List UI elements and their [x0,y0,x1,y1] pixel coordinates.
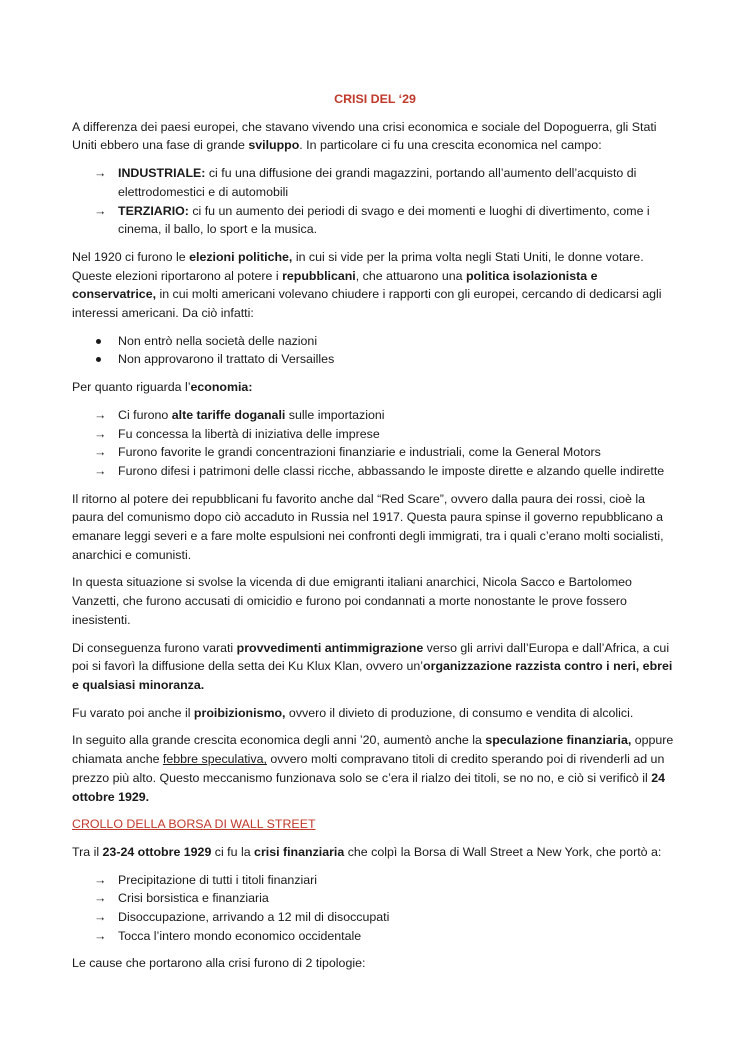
text-run: Nel 1920 ci furono le [72,249,190,264]
bold-run: provvedimenti antimmigrazione [236,640,424,655]
text-run: ovvero il divieto di produzione, di consumo e vendita di alcolici. [285,705,634,720]
text-run: Precipitazione di tutti i titoli finanziari [118,872,318,887]
list-item [72,908,678,927]
list-item [72,462,678,481]
bold-run: alte tariffe doganali [171,407,286,422]
bullet-icon [96,357,101,362]
text-run: Fu concessa la libertà di iniziativa delle imprese [118,426,380,441]
bold-run: proibizionismo, [193,705,286,720]
text-run: ci fu un aumento dei periodi di svago e dei momenti e luoghi di divertimento, come i cinema, il ballo, lo sport e la musica. [118,203,650,237]
text-run: verso gli arrivi dall’Europa e dall’Africa, a cui poi si favorì la diffusione della setta dei Ku Klux Klan, ovvero un’ [72,640,670,674]
arrow-icon: → [94,910,107,925]
bold-run: economia: [190,380,253,395]
sacco-vanzetti-paragraph: In questa situazione si svolse la vicenda di due emigranti italiani anarchici, Nicola Sacco e Bartolomeo Vanzetti, che furono accusati di omicidio e furono poi condannati a morte nonostante le prove fossero inesistenti. [72,575,632,627]
bold-run: 24 ottobre 1929. [72,770,665,804]
text-run: In seguito alla grande crescita economica degli anni ’20, aumentò anche la [72,733,486,748]
bold-run: elezioni politiche, [189,249,293,264]
red-scare-paragraph: Il ritorno al potere dei repubblicani fu favorito anche dal “Red Scare”, ovvero dalla paura dei rossi, cioè la paura del comunismo dopo ciò accaduto in Russia nel 1917. Questa paura spinse il governo repubblicano a emanare leggi severi e a fare molte espulsioni nei confronti degli immigrati, tra i quali c’erano molti socialisti, anarchici e comunisti. [72,491,664,562]
text-run: Di conseguenza furono varati [72,640,237,655]
text-run: Per quanto riguarda l’ [72,380,191,395]
list-item [72,332,678,351]
text-run: Fu varato poi anche il [72,705,194,720]
bold-run: politica isolazionista e conservatrice, [72,268,598,302]
bold-run: organizzazione razzista contro i neri, ebrei e qualsiasi minoranza. [72,659,673,692]
bullet-icon [96,339,101,344]
text-run: Furono difesi i patrimoni delle classi ricche, abbassando le imposte dirette e alzando quelle indirette [118,463,665,478]
bold-run: speculazione finanziaria, [485,733,632,748]
arrow-icon: → [94,928,107,943]
bold-run: 23-24 ottobre 1929 [102,844,212,859]
isolation-list [72,332,678,369]
text-run: ci fu una diffusione dei grandi magazzini, portando all’aumento dell’acquisto di elettrodomestici e di automobili [118,166,637,199]
economy-paragraph [72,378,678,397]
page-title: CRISI DEL ‘29 [334,92,416,106]
list-item [72,443,678,462]
intro-paragraph [72,118,678,155]
text-run: , che attuarono una [355,268,466,283]
economic-sectors-list [72,164,678,239]
text-run: Ci furono [118,407,172,422]
bold-run: TERZIARIO: [118,203,189,218]
prohibition-paragraph [72,704,678,723]
arrow-icon: → [94,445,107,460]
list-item [72,871,678,890]
text-run: ci fu la [211,844,255,859]
speculation-paragraph [72,731,678,806]
text-run: Non approvarono il trattato di Versailles [118,352,335,367]
underlined-run: febbre speculativa, [162,752,267,767]
arrow-icon: → [94,426,107,441]
bold-run: INDUSTRIALE: [118,166,206,181]
elections-paragraph [72,248,678,323]
crash-paragraph [72,843,678,862]
causes-paragraph: Le cause che portarono alla crisi furono di 2 tipologie: [72,956,366,971]
arrow-icon: → [94,872,107,887]
text-run: . In particolare ci fu una crescita economica nel campo: [299,138,602,153]
bold-run: repubblicani [282,268,356,283]
section-title: CROLLO DELLA BORSA DI WALL STREET [72,817,316,832]
arrow-icon: → [94,166,107,181]
text-run: che colpì la Borsa di Wall Street a New York, che portò a: [344,844,662,859]
economy-list [72,406,678,481]
list-item [72,889,678,908]
text-run: in cui si vide per la prima volta negli Stati Uniti, le donne votare. Queste elezioni riportarono al potere i [72,249,644,283]
bold-run: sviluppo [248,138,300,153]
text-run: sulle importazioni [285,407,385,422]
text-run: oppure chiamata anche [72,733,674,767]
arrow-icon: → [94,203,107,218]
text-run: Non entrò nella società delle nazioni [118,333,318,348]
text-run: A differenza dei paesi europei, che stavano vivendo una crisi economica e sociale del Dopoguerra, gli Stati Uniti ebbero una fase di grande [72,119,657,153]
list-item [72,350,678,369]
list-item [72,406,678,425]
text-run: Tra il [72,844,103,859]
list-item [72,164,678,201]
arrow-icon: → [94,891,107,906]
arrow-icon: → [94,407,107,422]
crash-effects-list [72,871,678,946]
text-run: Crisi borsistica e finanziaria [118,891,269,906]
text-run: Tocca l’intero mondo economico occidentale [118,928,362,943]
text-run: Disoccupazione, arrivando a 12 mil di disoccupati [118,910,390,925]
list-item [72,202,678,239]
text-run: Furono favorite le grandi concentrazioni finanziarie e industriali, come la General Motors [118,445,601,460]
text-run: ovvero molti compravano titoli di credito sperando poi di rivenderli ad un prezzo più alto. Questo meccanismo funzionava solo se c’era il rialzo dei titoli, se no no, e ciò si verificò il [72,752,665,785]
text-run: in cui molti americani volevano chiudere i rapporti con gli europei, cercando di dedicarsi agli interessi americani. Da ciò infatti: [72,287,662,321]
list-item [72,927,678,946]
bold-run: crisi finanziaria [254,844,345,859]
immigration-paragraph [72,639,678,695]
list-item [72,425,678,444]
arrow-icon: → [94,463,107,478]
